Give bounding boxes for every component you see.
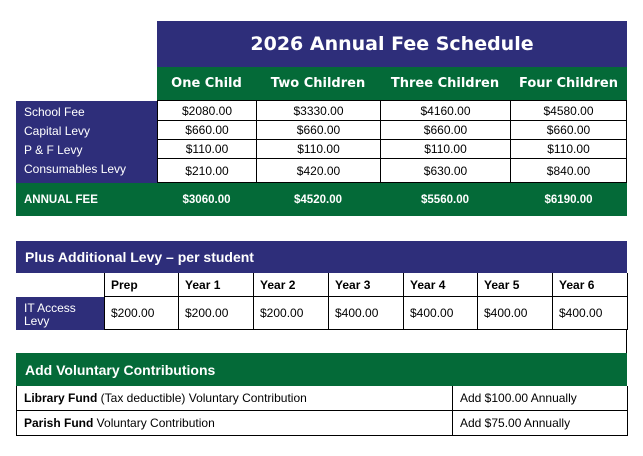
fee-data-grid (157, 100, 627, 183)
voluntary-contributions-title: Add Voluntary Contributions (16, 353, 627, 386)
fee-cell: $110.00 (511, 140, 627, 159)
voluntary-grid (16, 386, 627, 436)
row-label-capital-levy: Capital Levy (24, 124, 91, 138)
row-label-school-fee: School Fee (24, 105, 85, 119)
fee-cell: $660.00 (257, 121, 381, 140)
fee-cell: $110.00 (381, 140, 511, 159)
fee-cell: $420.00 (257, 159, 381, 183)
fee-cell: $4160.00 (381, 101, 511, 121)
parish-fund-amount: Add $75.00 Annually (453, 411, 628, 436)
col-header-three-children: Three Children (390, 76, 500, 91)
library-fund-description (17, 386, 453, 411)
annual-fee-four-children: $6190.00 (544, 193, 593, 206)
fee-cell: $110.00 (257, 140, 381, 159)
additional-levy-grid (104, 273, 627, 330)
annual-fee-two-children: $4520.00 (294, 193, 342, 206)
levy-col-year-3: Year 3 (329, 273, 404, 297)
levy-col-year-6: Year 6 (553, 273, 628, 297)
fee-cell: $2080.00 (158, 101, 257, 121)
col-header-four-children: Four Children (519, 76, 618, 91)
parish-fund-description (17, 411, 453, 436)
col-header-two-children: Two Children (270, 76, 366, 91)
library-fund-detail: (Tax deductible) Voluntary Contribution (97, 391, 307, 405)
levy-col-year-5: Year 5 (478, 273, 553, 297)
fee-row-labels (16, 101, 157, 183)
levy-col-year-2: Year 2 (254, 273, 329, 297)
fee-cell: $110.00 (158, 140, 257, 159)
fee-cell: $4580.00 (511, 101, 627, 121)
parish-fund-detail: Voluntary Contribution (93, 416, 215, 430)
fee-cell: $630.00 (381, 159, 511, 183)
annual-fee-three-children: $5560.00 (421, 193, 469, 206)
col-header-one-child: One Child (171, 76, 242, 91)
additional-levy-title: Plus Additional Levy – per student (16, 241, 627, 273)
levy-cell: $200.00 (179, 297, 254, 330)
section-divider-line (626, 330, 627, 354)
levy-col-prep: Prep (105, 273, 179, 297)
library-fund-name: Library Fund (24, 391, 98, 405)
fee-cell: $210.00 (158, 159, 257, 183)
annual-fee-label: ANNUAL FEE (24, 193, 98, 206)
levy-cell: $400.00 (553, 297, 628, 330)
fee-schedule-title: 2026 Annual Fee Schedule (157, 21, 627, 67)
fee-cell: $660.00 (158, 121, 257, 140)
library-fund-amount: Add $100.00 Annually (453, 386, 628, 411)
row-label-it-access-levy: IT Access Levy (16, 297, 104, 330)
row-label-pf-levy: P & F Levy (24, 143, 83, 157)
levy-cell: $400.00 (329, 297, 404, 330)
levy-cell: $200.00 (105, 297, 179, 330)
fee-cell: $840.00 (511, 159, 627, 183)
fee-cell: $660.00 (381, 121, 511, 140)
annual-fee-one-child: $3060.00 (182, 193, 231, 206)
levy-cell: $200.00 (254, 297, 329, 330)
levy-col-year-1: Year 1 (179, 273, 254, 297)
annual-fee-row (16, 183, 627, 216)
row-label-consumables-levy: Consumables Levy (24, 162, 127, 176)
levy-col-year-4: Year 4 (404, 273, 478, 297)
levy-cell: $400.00 (404, 297, 478, 330)
fee-cell: $3330.00 (257, 101, 381, 121)
parish-fund-name: Parish Fund (24, 416, 94, 430)
levy-cell: $400.00 (478, 297, 553, 330)
fee-cell: $660.00 (511, 121, 627, 140)
